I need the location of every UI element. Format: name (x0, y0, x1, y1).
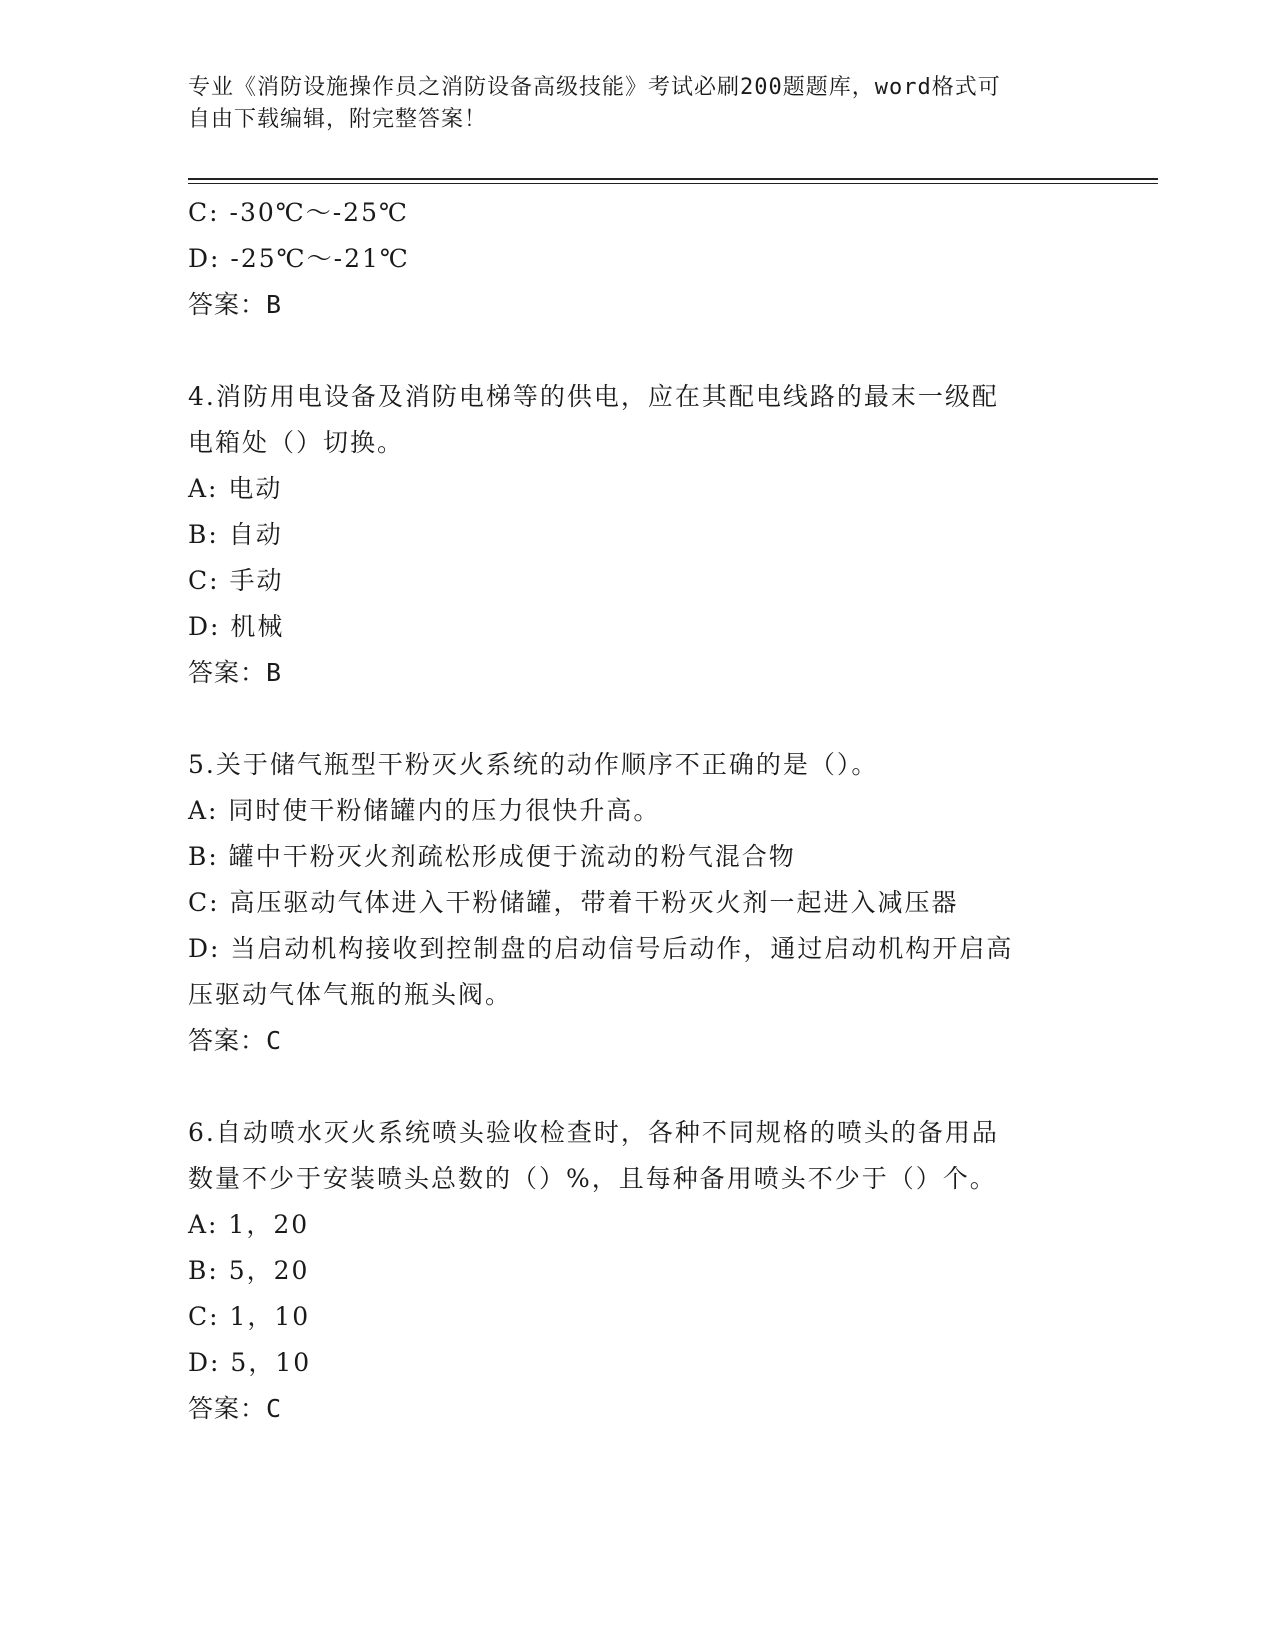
previous-question-tail (188, 190, 1158, 328)
answer-label: 答案：B (188, 290, 283, 319)
document-header (188, 72, 1068, 136)
header-divider (188, 178, 1158, 184)
answer-label: 答案：C (188, 1026, 283, 1055)
answer-label: 答案：C (188, 1394, 283, 1423)
option-d: D: -25℃～-21℃ (188, 244, 410, 273)
question-stem: 电箱处（）切换。 (188, 428, 405, 457)
question-stem: 4.消防用电设备及消防电梯等的供电，应在其配电线路的最末一级配 (188, 382, 999, 411)
question-5 (188, 742, 1158, 1064)
option-c: C: -30℃～-25℃ (188, 198, 409, 227)
option-a: A: 同时使干粉储罐内的压力很快升高。 (188, 796, 661, 825)
option-a: A: 1，20 (188, 1210, 310, 1239)
option-c: C: 1，10 (188, 1302, 311, 1331)
option-b: B: 自动 (188, 520, 283, 549)
option-a: A: 电动 (188, 474, 283, 503)
option-d-continued: 压驱动气体气瓶的瓶头阀。 (188, 980, 513, 1009)
spacer (188, 696, 1158, 742)
spacer (188, 1064, 1158, 1110)
question-4 (188, 374, 1158, 696)
spacer (188, 328, 1158, 374)
question-6 (188, 1110, 1158, 1432)
option-b: B: 罐中干粉灭火剂疏松形成便于流动的粉气混合物 (188, 842, 796, 871)
option-c: C: 高压驱动气体进入干粉储罐，带着干粉灭火剂一起进入减压器 (188, 888, 959, 917)
option-d: D: 当启动机构接收到控制盘的启动信号后动作，通过启动机构开启高 (188, 934, 1014, 963)
option-d: D: 5，10 (188, 1348, 312, 1377)
option-b: B: 5，20 (188, 1256, 310, 1285)
question-content (188, 190, 1158, 1432)
option-d: D: 机械 (188, 612, 285, 641)
question-stem: 数量不少于安装喷头总数的（）%，且每种备用喷头不少于（）个。 (188, 1164, 997, 1193)
question-stem: 5.关于储气瓶型干粉灭火系统的动作顺序不正确的是（）。 (188, 750, 879, 779)
header-line-2: 自由下载编辑，附完整答案！ (188, 107, 488, 132)
option-c: C: 手动 (188, 566, 284, 595)
question-stem: 6.自动喷水灭火系统喷头验收检查时，各种不同规格的喷头的备用品 (188, 1118, 999, 1147)
answer-label: 答案：B (188, 658, 283, 687)
header-line-1: 专业《消防设施操作员之消防设备高级技能》考试必刷200题题库，word格式可 (188, 75, 1001, 100)
